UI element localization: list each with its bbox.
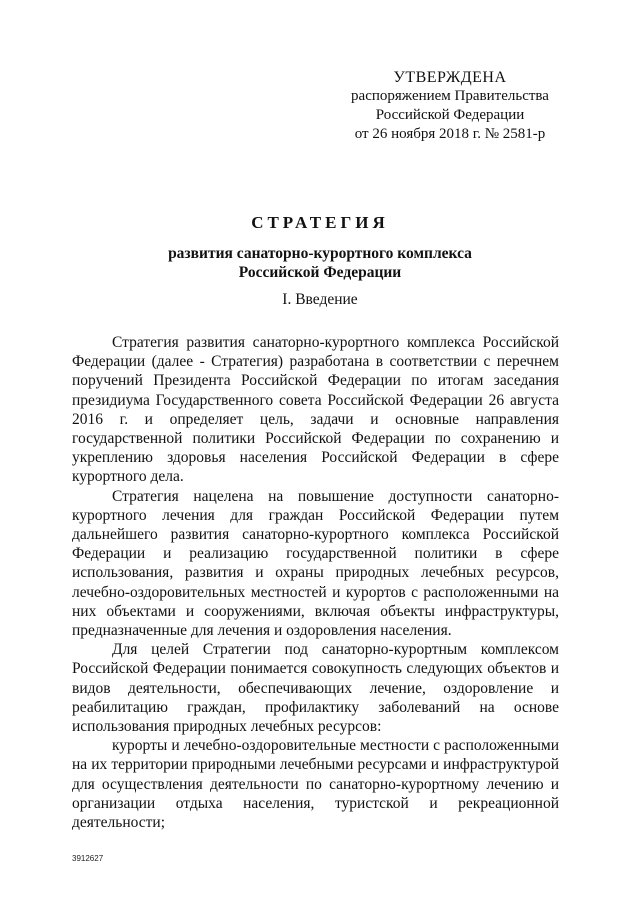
paragraph: Стратегия нацелена на повышение доступности санаторно-курортного лечения для граждан Российской Федерации путем дальнейшего развития санаторно-курортного комплекса Российской Федерации и реализацию государственной политики в сфере использования, развития и охраны природных лечебных ресурсов, лечебно-оздоровительных местностей и курортов с расположенными на них объектами и сооружениями, включая объекты инфраструктуры, предназначенные для лечения и оздоровления населения. <box>72 487 559 640</box>
document-subtitle <box>0 244 640 282</box>
approval-country: Российской Федерации <box>375 107 525 123</box>
document-code: 3912627 <box>72 854 104 863</box>
paragraph: Для целей Стратегии под санаторно-курортным комплексом Российской Федерации понимается совокупность следующих объектов и видов деятельности, обеспечивающих лечение, оздоровление и реабилитацию граждан, профилактику заболеваний на основе использования природных лечебных ресурсов: <box>72 641 559 736</box>
paragraph: курорты и лечебно-оздоровительные местности с расположенными на их территории природными лечебными ресурсами и инфраструктурой для осуществления деятельности по санаторно-курортному лечению и организации отдыха населения, туристской и рекреационной деятельности; <box>72 737 559 832</box>
paragraph: Стратегия развития санаторно-курортного комплекса Российской Федерации (далее - Стратегия) разработана в соответствии с перечнем поручений Президента Российской Федерации по итогам заседания президиума Государственного совета Российской Федерации 26 августа 2016 г. и определяет цель, задачи и основные направления государственной политики Российской Федерации по сохранению и укреплению здоровья населения Российской Федерации в сфере курортного дела. <box>72 334 559 486</box>
document-title: СТРАТЕГИЯ <box>251 213 389 232</box>
approval-stamp-title: УТВЕРЖДЕНА <box>393 69 507 86</box>
approval-issuer: распоряжением Правительства <box>351 88 549 104</box>
approval-date-number: от 26 ноября 2018 г. № 2581-р <box>354 126 546 142</box>
document-body <box>72 333 559 832</box>
approval-block <box>330 68 570 144</box>
subtitle-line-2: Российской Федерации <box>238 264 402 281</box>
subtitle-line-1: развития санаторно-курортного комплекса <box>168 245 472 262</box>
section-heading: I. Введение <box>282 291 358 308</box>
